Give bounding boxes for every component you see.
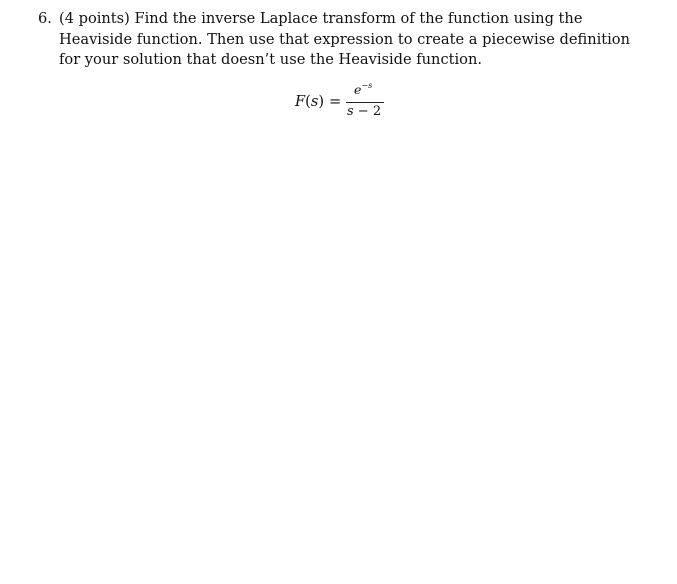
problem-number: 6. bbox=[38, 10, 52, 27]
equals-sign: = bbox=[329, 93, 342, 110]
equation-lhs bbox=[295, 93, 324, 110]
function-variable: s bbox=[310, 93, 319, 110]
problem-statement bbox=[38, 9, 638, 71]
problem-text: (4 points) Find the inverse Laplace transform of the function using the Heaviside function. Then use that expression to create a piecewise definition for your solution that doesn’t use the Heaviside function. bbox=[59, 10, 630, 68]
fraction-numerator bbox=[354, 82, 372, 97]
numerator-exponent: −s bbox=[361, 81, 373, 90]
denominator-variable: s bbox=[347, 104, 354, 119]
open-paren: ( bbox=[305, 93, 311, 110]
close-paren: ) bbox=[318, 93, 325, 110]
function-name: F bbox=[295, 93, 306, 110]
denominator-rest: − 2 bbox=[353, 104, 382, 119]
fraction-bar bbox=[346, 102, 384, 103]
numerator-base: e bbox=[354, 82, 362, 98]
fraction-denominator bbox=[347, 104, 381, 119]
